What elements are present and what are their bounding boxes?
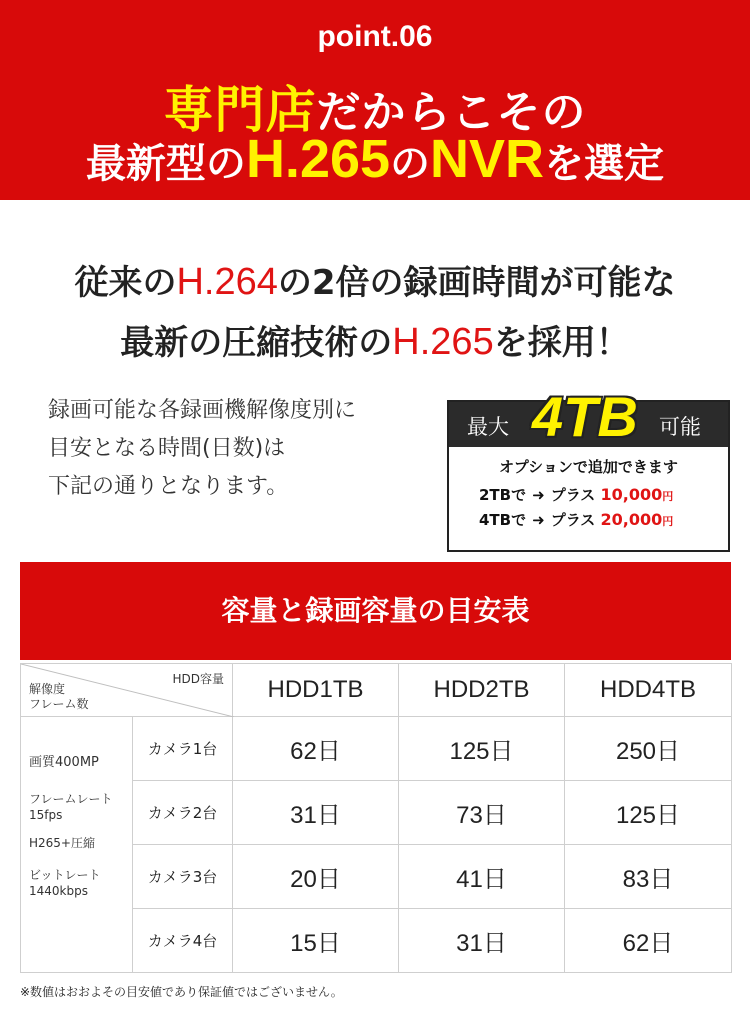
top-banner <box>0 0 750 200</box>
table-title: 容量と録画容量の目安表 <box>20 562 731 660</box>
option-label: プラス <box>550 486 596 504</box>
table-corner-cell <box>21 664 233 717</box>
option-label: プラス <box>550 511 596 529</box>
days-cell: 20日 <box>233 845 399 909</box>
description <box>48 392 428 506</box>
sub2-prefix: 最新の圧縮技術の <box>120 323 393 363</box>
headline-codec: H.265 <box>245 129 391 189</box>
option-price: 10,000 <box>600 485 663 504</box>
corner-hdd-label: HDD容量 <box>172 672 224 686</box>
spec-quality: 画質400MP <box>29 755 99 770</box>
subheadline-line-2 <box>0 315 750 364</box>
option-unit: 円 <box>662 490 674 503</box>
spec-bitrate: 1440kbps <box>29 884 88 898</box>
camera-count: カメラ3台 <box>133 845 233 909</box>
days-cell: 83日 <box>565 845 732 909</box>
description-line: 録画可能な各録画機解像度別に <box>48 398 357 423</box>
capacity-label-max: 最大 <box>467 415 509 439</box>
headline-nvr: NVR <box>430 129 545 189</box>
spec-cell <box>21 717 133 973</box>
days-cell: 62日 <box>565 909 732 973</box>
days-cell: 62日 <box>233 717 399 781</box>
description-line: 目安となる時間(日数)は <box>48 436 286 461</box>
subheadline-line-1 <box>0 255 750 304</box>
footnote: ※数値はおおよその目安値であり保証値ではございません。 <box>20 985 343 999</box>
description-line: 下記の通りとなります。 <box>48 474 289 499</box>
header-hdd1tb: HDD1TB <box>233 664 399 717</box>
option-from: 2TBで <box>479 486 527 504</box>
headline-highlight: 専門店 <box>163 81 317 139</box>
spec-bitrate-label: ビットレート <box>29 868 101 882</box>
capacity-header <box>449 385 728 448</box>
headline-line-2 <box>0 128 750 190</box>
days-cell: 125日 <box>399 717 565 781</box>
headline-suffix: を選定 <box>544 141 665 187</box>
corner-frames: フレーム数 <box>29 697 89 711</box>
header-hdd4tb: HDD4TB <box>565 664 732 717</box>
camera-count: カメラ4台 <box>133 909 233 973</box>
table-row <box>21 717 732 781</box>
option-row <box>479 509 729 530</box>
days-cell: 250日 <box>565 717 732 781</box>
sub2-suffix: を採用！ <box>493 323 630 363</box>
days-cell: 125日 <box>565 781 732 845</box>
option-title: オプションで追加できます <box>499 458 678 476</box>
spec-compression: H265+圧縮 <box>29 836 95 850</box>
option-price: 20,000 <box>600 510 663 529</box>
camera-count: カメラ2台 <box>133 781 233 845</box>
days-cell: 73日 <box>399 781 565 845</box>
option-from: 4TBで <box>479 511 527 529</box>
arrow-right-icon: ➜ <box>532 511 545 529</box>
table-header-row <box>21 664 732 717</box>
spec-framerate-label: フレームレート <box>29 792 113 806</box>
camera-count: カメラ1台 <box>133 717 233 781</box>
point-label: point.06 <box>317 20 433 53</box>
option-row <box>479 484 729 505</box>
capacity-label-possible: 可能 <box>659 415 701 439</box>
header-hdd2tb: HDD2TB <box>399 664 565 717</box>
headline-mid: の <box>390 141 431 187</box>
option-unit: 円 <box>662 515 674 528</box>
sub1-codec: H.264 <box>176 261 278 303</box>
headline-rest: だからこその <box>316 87 587 138</box>
days-cell: 31日 <box>233 781 399 845</box>
recording-table <box>20 663 732 973</box>
capacity-box <box>447 385 730 552</box>
days-cell: 31日 <box>399 909 565 973</box>
sub1-prefix: 従来の <box>74 263 177 303</box>
days-cell: 15日 <box>233 909 399 973</box>
capacity-label-size: 4TB <box>532 385 638 448</box>
days-cell: 41日 <box>399 845 565 909</box>
arrow-right-icon: ➜ <box>532 486 545 504</box>
spec-framerate: 15fps <box>29 808 63 822</box>
sub1-suffix: の2倍の録画時間が可能な <box>277 263 676 303</box>
sub2-codec: H.265 <box>392 321 494 363</box>
corner-resolution: 解像度 <box>29 682 66 696</box>
headline-prefix: 最新型の <box>85 141 246 187</box>
corner-resolution-label <box>29 682 89 712</box>
